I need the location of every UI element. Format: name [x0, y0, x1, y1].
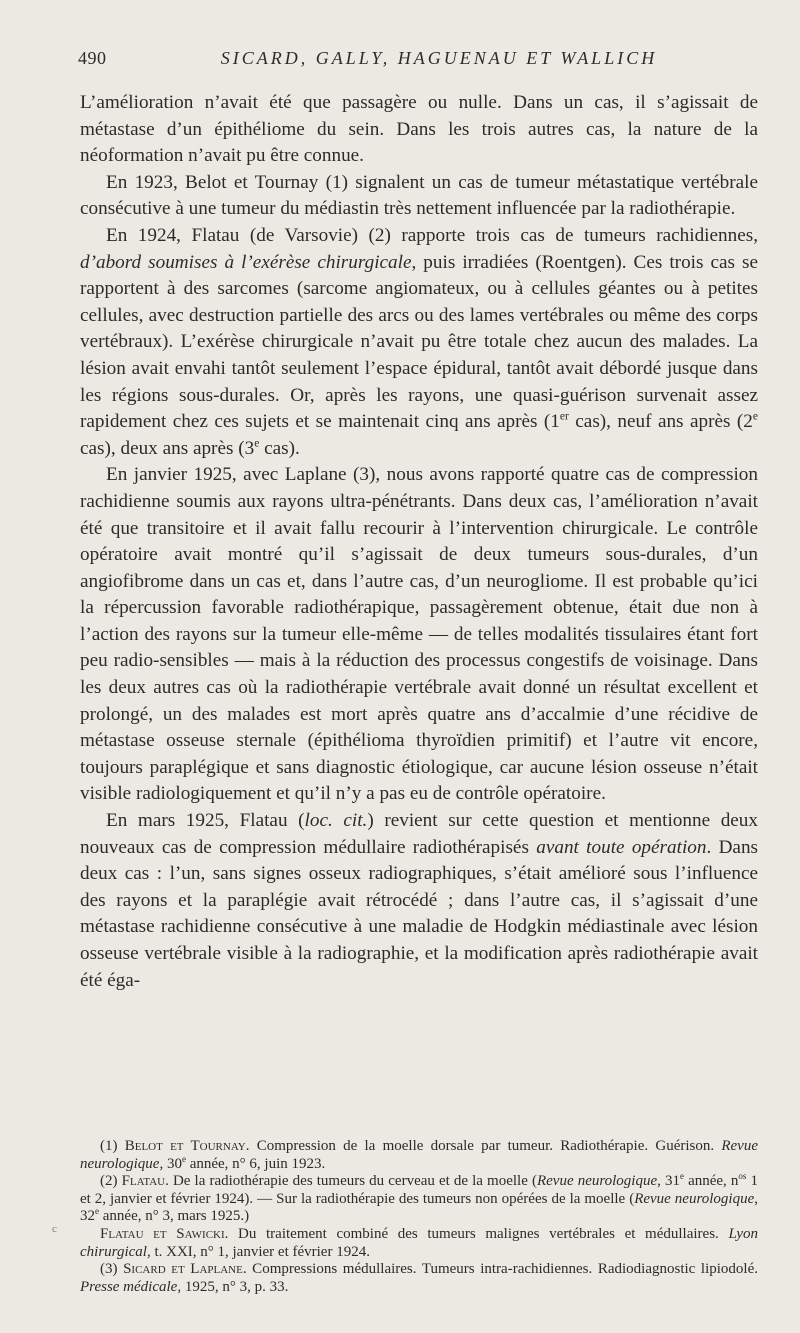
paragraph-3-text-a: En 1924, Flatau (de Varsovie) (2) rapporte trois cas de tumeurs rachidiennes,: [106, 224, 758, 246]
footnote-text: année, n° 6, juin 1923.: [185, 1155, 326, 1172]
paragraph-4: En janvier 1925, avec Laplane (3), nous avons rapporté quatre cas de compression rachidienne soumis aux rayons ultra-pénétrants. Dans deux cas, l’amélioration n’avait été que transitoire et il avait fallu recourir à l’intervention chirurgicale. Le contrôle opératoire avait montré qu’il s’agissait de deux tumeurs sous-durales, d’un angiofibrome dans un cas et, dans l’autre cas, d’un neurogliome. Il est probable qu’ici la répercussion favorable radiothérapique, passagèrement obtenue, était due non à l’action des rayons sur la tumeur elle-même — de telles modalités tissulaires étant fort peu radio-sensibles — mais à la réduction des processus congestifs de voisinage. Dans les deux autres cas où la radiothérapie vertébrale avait donné un résultat excellent et prolongé, un des malades est mort après quatre ans d’accalmie d’une récidive de métastase osseuse sternale (épithélioma thyroïdien primitif) et l’autre vit encore, toujours paraplégique et sans diagnostic étiologique, car aucune lésion osseuse n’était visible radiologiquement et qu’il n’y a pas eu de contrôle opératoire.: [80, 464, 758, 805]
ordinal-superscript: e: [679, 1171, 684, 1182]
footnote-journal: Revue neurologique: [536, 1173, 658, 1190]
footnote-text: . Du traitement combiné des tumeurs malignes vertébrales et médullaires.: [224, 1225, 729, 1242]
footnote-text: 1 et 2, janvier et février 1924). — Sur la radiothérapie des tumeurs non opérées de la moelle (: [80, 1173, 758, 1207]
footnote-text: , t. XXI, n° 1, janvier et février 1924.: [146, 1243, 370, 1260]
ordinal-superscript: e: [254, 437, 260, 450]
paragraph-5-italic-b: avant toute opération: [536, 836, 707, 858]
footnote-authors: Belot et Tournay: [124, 1138, 246, 1154]
paragraph-3-text-c: cas), neuf ans après (2: [568, 411, 753, 433]
paragraph-3-text-d: cas), deux ans après (3: [80, 437, 255, 459]
footnote-journal: Lyon chirurgical: [80, 1225, 758, 1260]
ordinal-superscript: er: [559, 410, 569, 423]
footnote-2: [80, 1173, 758, 1226]
footnote-3: [80, 1261, 758, 1296]
paragraph-3-italic: d’abord soumises à l’exérèse chirurgicale: [80, 251, 412, 273]
ordinal-superscript: e: [95, 1206, 99, 1217]
paragraph-2: En 1923, Belot et Tournay (1) signalent un cas de tumeur métastatique vertébrale consécutive à une tumeur du médiastin très nettement influencée par la radiothérapie.: [80, 171, 758, 220]
footnote-text: . De la radiothérapie des tumeurs du cerveau et de la moelle (: [165, 1173, 537, 1190]
footnote-text: , 30: [159, 1155, 182, 1172]
footnote-number: (2): [100, 1173, 122, 1190]
footnote-journal: Revue neurologique: [80, 1138, 758, 1172]
footnote-text: , 1925, n° 3, p. 33.: [177, 1278, 289, 1295]
page-header: [78, 44, 740, 74]
footnote-2b: [80, 1226, 758, 1261]
paragraph-3-text-e: cas).: [259, 437, 300, 459]
footnote-text: année, n: [683, 1173, 739, 1190]
footnote-number: (3): [100, 1261, 124, 1278]
footnote-text: . Compressions médullaires. Tumeurs intra-rachidiennes. Radiodiagnostic lipiodolé.: [242, 1261, 758, 1278]
footnote-1: [80, 1138, 758, 1173]
footnote-text: . Compression de la moelle dorsale par tumeur. Radiothérapie. Guérison.: [245, 1138, 722, 1154]
paragraph-1: L’amélioration n’avait été que passagère ou nulle. Dans un cas, il s’agissait de métastase d’un épithéliome du sein. Dans les trois autres cas, la nature de la néoformation n’avait pu être connue.: [80, 92, 758, 167]
footnote-text: année, n° 3, mars 1925.): [99, 1208, 250, 1225]
paragraph-3-text-b: , puis irradiées (Roentgen). Ces trois cas se rapportent à des sarcomes (sarcome angiomateux, ou à cellules géantes ou à petites cellules, avec destruction partielle des arcs ou des lames vertébrales ou même des corps vertébraux). L’exérèse chirurgicale n’avait pu être totale chez aucun des malades. La lésion avait envahi tantôt seulement l’espace épidural, tantôt avait débordé jusque dans les régions sous-durales. Or, après les rayons, une quasi-guérison survenait assez rapidement chez ces sujets et se maintenait cinq ans après (1: [80, 251, 758, 433]
paragraph-3: [80, 223, 758, 462]
body-text: [80, 90, 758, 994]
paragraph-5-text-a: En mars 1925, Flatau (: [106, 810, 305, 832]
ordinal-superscript: e: [752, 410, 758, 423]
paragraph-5-text-c: . Dans deux cas : l’un, sans signes osseux radiographiques, s’était amélioré sous l’influence des rayons et la paraplégie avait rétrocédé ; dans l’autre cas, il s’agissait d’une métastase rachidienne consécutive à une maladie de Hodgkin médiastinale avec lésion osseuse vertébrale visible à la radiographie, et la modification après radiothérapie avait été éga-: [80, 836, 759, 991]
margin-mark: c: [52, 1223, 57, 1235]
page-number: 490: [78, 48, 107, 68]
ordinal-superscript: os: [738, 1171, 747, 1182]
footnote-authors: Flatau et Sawicki: [100, 1225, 225, 1242]
ordinal-superscript: e: [181, 1153, 186, 1164]
paragraph-5: [80, 808, 758, 994]
footnote-authors: Sicard et Laplane: [123, 1261, 243, 1278]
paragraph-5-italic-a: loc. cit.: [304, 810, 368, 832]
footnote-journal: Presse médicale: [80, 1278, 178, 1295]
footnote-text: , 32: [80, 1190, 758, 1225]
running-head: SICARD, GALLY, HAGUENAU ET WALLICH: [220, 48, 658, 68]
footnote-number: (1): [100, 1138, 125, 1154]
footnote-journal: Revue neurologique: [634, 1190, 755, 1207]
footnote-authors: Flatau: [121, 1173, 166, 1190]
paragraph-5-text-b: ) revient sur cette question et mentionne deux nouveaux cas de compression médullaire radiothérapisés: [80, 810, 758, 858]
footnote-text: , 31: [657, 1173, 680, 1190]
footnotes: [80, 1138, 758, 1296]
